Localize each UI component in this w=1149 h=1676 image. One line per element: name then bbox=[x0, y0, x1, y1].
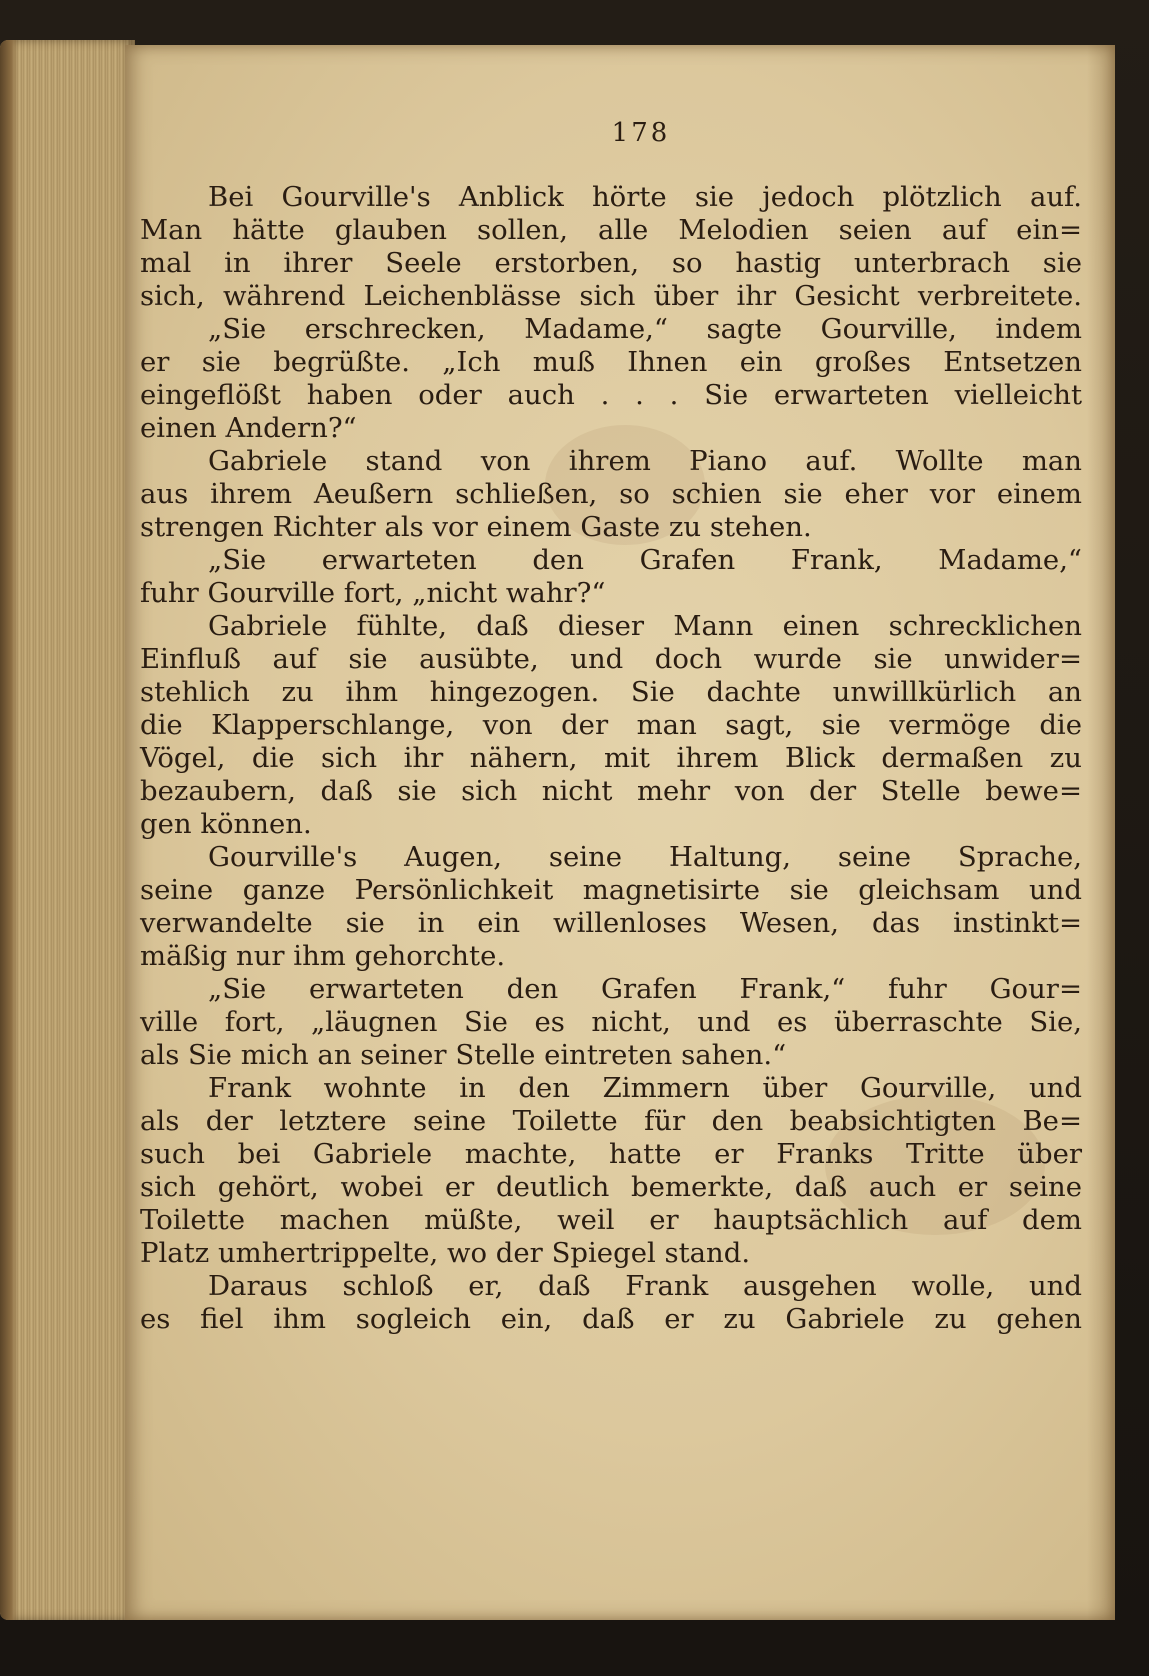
text-line: eingeflößt haben oder auch . . . Sie erwarteten vielleicht bbox=[140, 379, 1082, 411]
text-line: bezaubern, daß sie sich nicht mehr von der Stelle bewe= bbox=[140, 775, 1082, 807]
text-line: einen Andern?“ bbox=[140, 412, 357, 444]
text-line: mäßig nur ihm gehorchte. bbox=[140, 940, 506, 972]
text-line: die Klapperschlange, von der man sagt, sie vermöge die bbox=[140, 709, 1082, 741]
text-line: er sie begrüßte. „Ich muß Ihnen ein großes Entsetzen bbox=[140, 346, 1082, 378]
text-line: seine ganze Persönlichkeit magnetisirte sie gleichsam und bbox=[140, 874, 1082, 906]
text-line: Gourville's Augen, seine Haltung, seine Sprache, bbox=[208, 841, 1082, 873]
text-line: ville fort, „läugnen Sie es nicht, und es überraschte Sie, bbox=[140, 1006, 1082, 1038]
text-line: Gabriele stand von ihrem Piano auf. Wollte man bbox=[208, 445, 1082, 477]
text-line: sich gehört, wobei er deutlich bemerkte, daß auch er seine bbox=[140, 1171, 1082, 1203]
text-line: es fiel ihm sogleich ein, daß er zu Gabriele zu gehen bbox=[140, 1303, 1082, 1335]
text-line: aus ihrem Aeußern schließen, so schien sie eher vor einem bbox=[140, 478, 1082, 510]
text-line: Gabriele fühlte, daß dieser Mann einen schrecklichen bbox=[208, 610, 1082, 642]
text-line: Man hätte glauben sollen, alle Melodien seien auf ein= bbox=[140, 214, 1082, 246]
text-line: Bei Gourville's Anblick hörte sie jedoch plötzlich auf. bbox=[208, 181, 1082, 213]
text-line: Platz umhertrippelte, wo der Spiegel stand. bbox=[140, 1237, 751, 1269]
text-line: such bei Gabriele machte, hatte er Franks Tritte über bbox=[140, 1138, 1082, 1170]
text-line: Toilette machen müßte, weil er hauptsächlich auf dem bbox=[140, 1204, 1082, 1236]
text-line: gen können. bbox=[140, 808, 312, 840]
text-line: Vögel, die sich ihr nähern, mit ihrem Blick dermaßen zu bbox=[140, 742, 1082, 774]
text-line: Daraus schloß er, daß Frank ausgehen wolle, und bbox=[208, 1270, 1082, 1302]
text-line: verwandelte sie in ein willenloses Wesen, das instinkt= bbox=[140, 907, 1082, 939]
text-line: strengen Richter als vor einem Gaste zu stehen. bbox=[140, 511, 812, 543]
text-line: als der letztere seine Toilette für den beabsichtigten Be= bbox=[140, 1105, 1082, 1137]
text-line: „Sie erwarteten den Grafen Frank,“ fuhr Gour= bbox=[208, 973, 1082, 1005]
page-edge-stack bbox=[0, 40, 135, 1620]
text-line: als Sie mich an seiner Stelle eintreten sahen.“ bbox=[140, 1039, 787, 1071]
text-line: sich, während Leichenblässe sich über ihr Gesicht verbreitete. bbox=[140, 280, 1082, 312]
text-line: „Sie erwarteten den Grafen Frank, Madame,“ bbox=[208, 544, 1082, 576]
text-line: stehlich zu ihm hingezogen. Sie dachte unwillkürlich an bbox=[140, 676, 1082, 708]
text-line: „Sie erschrecken, Madame,“ sagte Gourville, indem bbox=[208, 313, 1082, 345]
text-line: Frank wohnte in den Zimmern über Gourville, und bbox=[208, 1072, 1082, 1104]
text-line: Einfluß auf sie ausübte, und doch wurde sie unwider= bbox=[140, 643, 1082, 675]
text-line: fuhr Gourville fort, „nicht wahr?“ bbox=[140, 577, 606, 609]
page-number: 178 bbox=[611, 118, 671, 148]
text-line: mal in ihrer Seele erstorben, so hastig unterbrach sie bbox=[140, 247, 1082, 279]
